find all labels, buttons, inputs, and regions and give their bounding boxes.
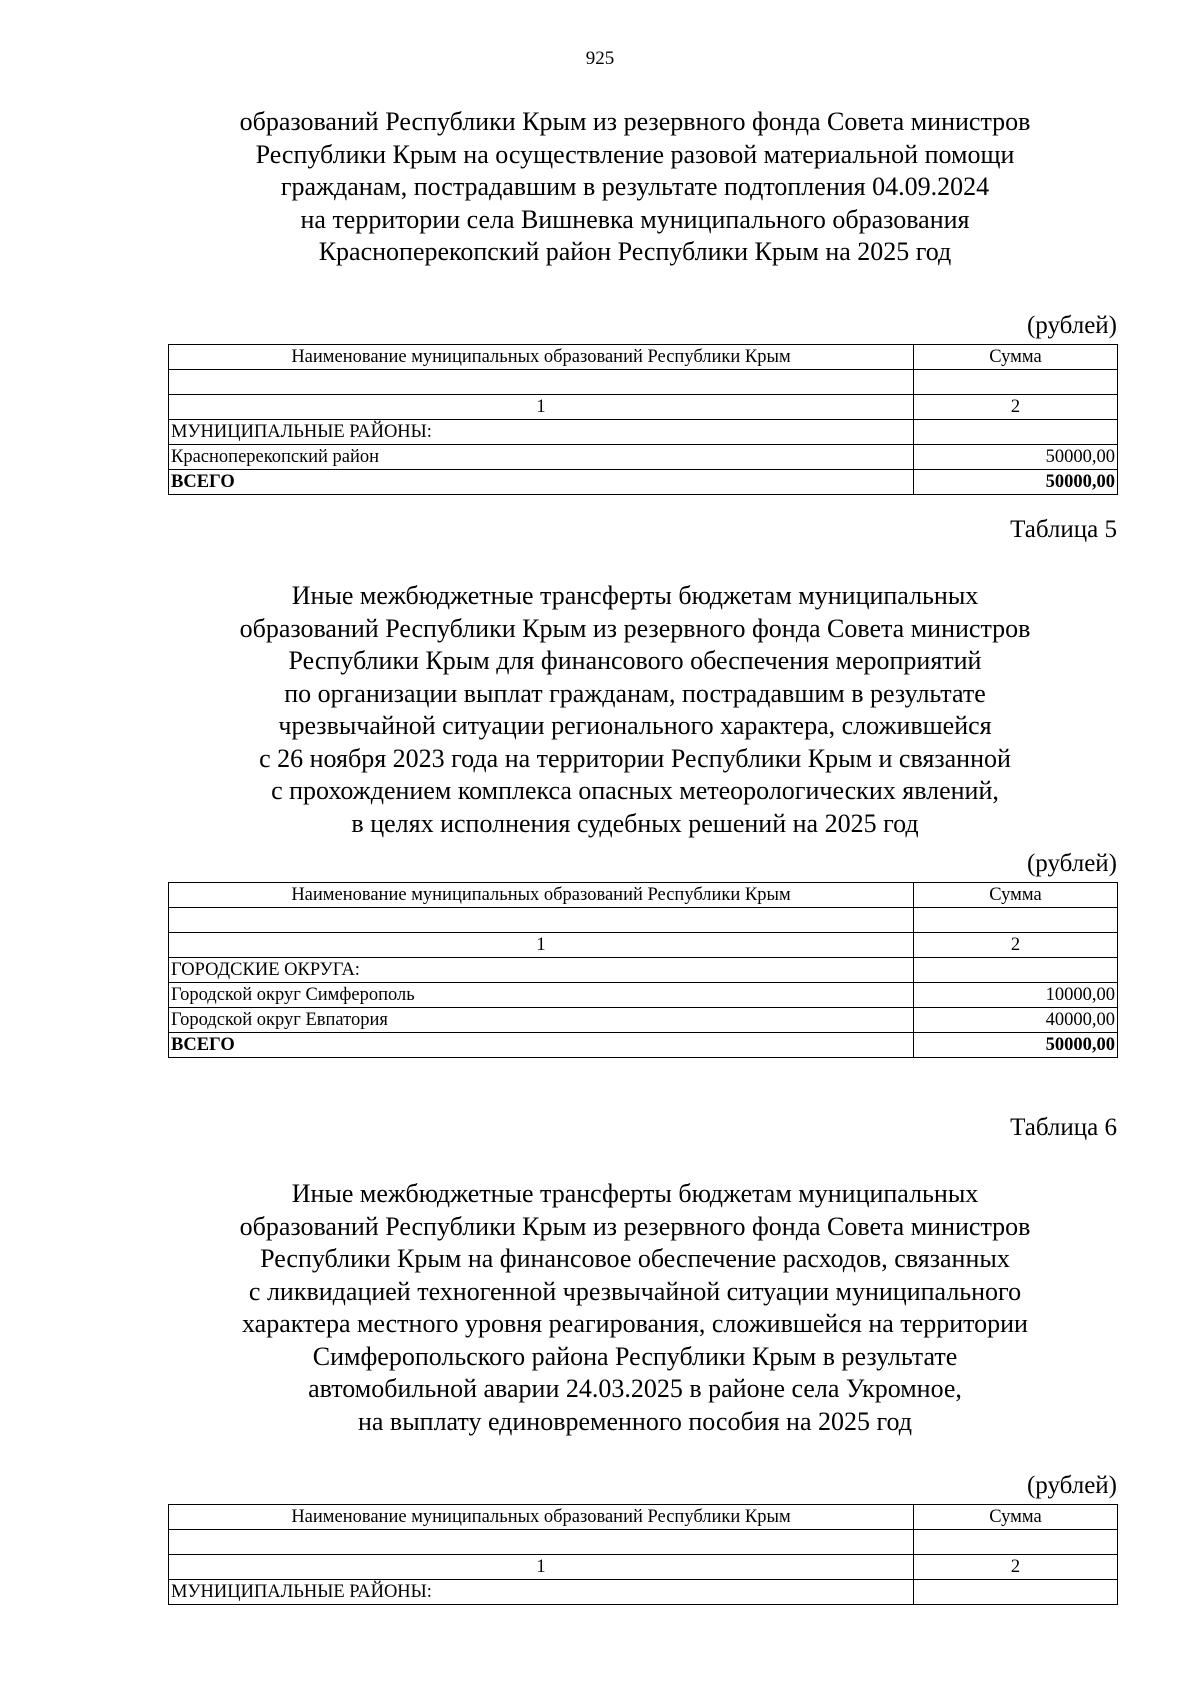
header-amount-cell: Сумма: [914, 1505, 1118, 1530]
block1-title-line: Республики Крым на осуществление разовой материальной помощи: [255, 139, 1015, 169]
table-number-row: [169, 933, 1118, 958]
block3-caption: Таблица 6: [1010, 1114, 1117, 1141]
row-amount: 50000,00: [914, 445, 1118, 470]
block3-table: [168, 1504, 1118, 1605]
table-gap: [169, 908, 1118, 933]
header-amount-cell: Сумма: [914, 345, 1118, 370]
table-row: [169, 1008, 1118, 1033]
group-amount-empty: [914, 420, 1118, 445]
block2-title: [160, 580, 1110, 840]
block3-title-line: характера местного уровня реагирования, сложившейся на территории: [242, 1309, 1028, 1338]
table-number-row: [169, 1555, 1118, 1580]
row-name: Городской округ Симферополь: [169, 983, 914, 1008]
block2-table: [168, 882, 1118, 1058]
block3-title-line: Республики Крым на финансовое обеспечение расходов, связанных: [260, 1244, 1010, 1273]
table-group-row: [169, 1580, 1118, 1605]
total-label: ВСЕГО: [169, 1033, 914, 1058]
table-header-row: [169, 883, 1118, 908]
block3-title-line: с ликвидацией техногенной чрезвычайной ситуации муниципального: [248, 1276, 1022, 1306]
table-gap: [169, 1530, 1118, 1555]
block2-title-line: чрезвычайной ситуации регионального характера, сложившейся: [278, 711, 992, 740]
table-group-row: [169, 420, 1118, 445]
block1-table: [168, 344, 1118, 495]
block2-title-line: по организации выплат гражданам, пострадавшим в результате: [284, 678, 986, 708]
block3-title-line: на выплату единовременного пособия на 2025 год: [357, 1406, 913, 1436]
block2-title-line: в целях исполнения судебных решений на 2025 год: [351, 808, 919, 838]
table-row: [169, 983, 1118, 1008]
block2-title-line: образований Республики Крым из резервного фонда Совета министров: [239, 613, 1031, 643]
total-label: ВСЕГО: [169, 470, 914, 495]
group-label: МУНИЦИПАЛЬНЫЕ РАЙОНЫ:: [169, 1580, 914, 1605]
row-name: Красноперекопский район: [169, 445, 914, 470]
block2-title-line: Иные межбюджетные трансферты бюджетам муниципальных: [291, 581, 979, 610]
block2-title-line: Республики Крым для финансового обеспечения мероприятий: [288, 646, 982, 675]
header-name-cell: Наименование муниципальных образований Республики Крым: [169, 883, 914, 908]
block1-title-line: образований Республики Крым из резервного фонда Совета министров: [239, 107, 1031, 136]
table-group-row: [169, 958, 1118, 983]
group-label: ГОРОДСКИЕ ОКРУГА:: [169, 958, 914, 983]
block3-title: [160, 1178, 1110, 1438]
table-row: [169, 445, 1118, 470]
block3-title-line: автомобильной аварии 24.03.2025 в районе села Укромное,: [308, 1374, 962, 1403]
table-header-row: [169, 345, 1118, 370]
column-number-2: 2: [914, 1555, 1118, 1580]
block1-title-line: на территории села Вишневка муниципального образования: [300, 204, 970, 234]
table-gap: [169, 370, 1118, 395]
block2-unit: (рублей): [1026, 850, 1117, 877]
group-amount-empty: [914, 958, 1118, 983]
table-header-row: [169, 1505, 1118, 1530]
block1-unit: (рублей): [1026, 312, 1117, 339]
block2-title-line: с прохождением комплекса опасных метеорологических явлений,: [271, 776, 999, 805]
total-amount: 50000,00: [914, 470, 1118, 495]
block3-title-line: Иные межбюджетные трансферты бюджетам муниципальных: [291, 1179, 979, 1208]
column-number-2: 2: [914, 395, 1118, 420]
row-name: Городской округ Евпатория: [169, 1008, 914, 1033]
header-name-cell: Наименование муниципальных образований Республики Крым: [169, 1505, 914, 1530]
header-amount-cell: Сумма: [914, 883, 1118, 908]
column-number-1: 1: [169, 1555, 914, 1580]
block2-caption: Таблица 5: [1010, 516, 1117, 543]
column-number-1: 1: [169, 395, 914, 420]
row-amount: 40000,00: [914, 1008, 1118, 1033]
group-label: МУНИЦИПАЛЬНЫЕ РАЙОНЫ:: [169, 420, 914, 445]
total-amount: 50000,00: [914, 1033, 1118, 1058]
column-number-1: 1: [169, 933, 914, 958]
table-total-row: [169, 470, 1118, 495]
row-amount: 10000,00: [914, 983, 1118, 1008]
header-name-cell: Наименование муниципальных образований Республики Крым: [169, 345, 914, 370]
block1-title-line: Красноперекопский район Республики Крым на 2025 год: [318, 237, 952, 266]
page-number: 925: [585, 48, 615, 69]
block2-title-line: с 26 ноября 2023 года на территории Республики Крым и связанной: [259, 743, 1011, 773]
block3-title-line: Симферопольского района Республики Крым в результате: [312, 1341, 958, 1371]
column-number-2: 2: [914, 933, 1118, 958]
table-total-row: [169, 1033, 1118, 1058]
block3-title-line: образований Республики Крым из резервного фонда Совета министров: [239, 1211, 1031, 1241]
group-amount-empty: [914, 1580, 1118, 1605]
table-number-row: [169, 395, 1118, 420]
block3-unit: (рублей): [1026, 1472, 1117, 1499]
block1-title: [160, 106, 1110, 269]
block1-title-line: гражданам, пострадавшим в результате подтопления 04.09.2024: [280, 172, 990, 201]
